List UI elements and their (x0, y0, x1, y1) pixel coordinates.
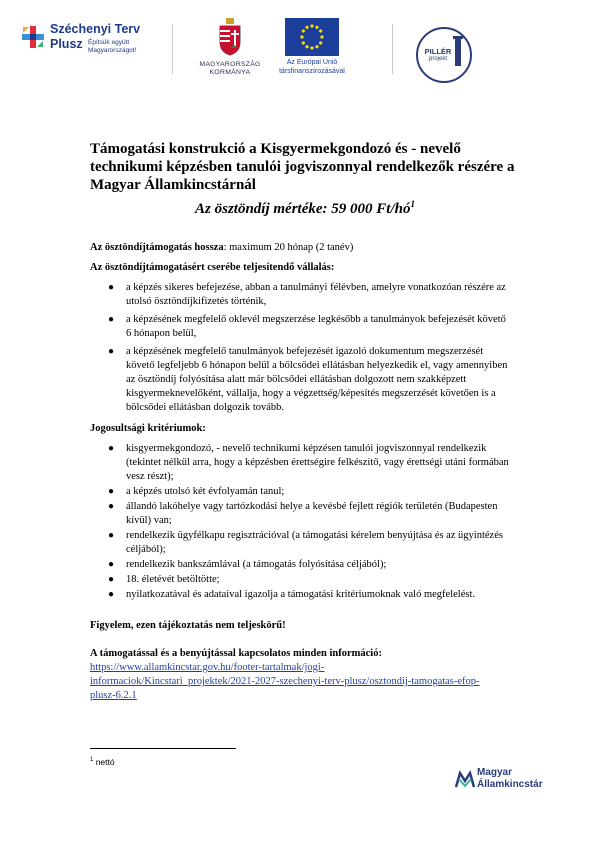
info-link-line1[interactable]: https://www.allamkincstar.gov.hu/footer-tartalmak/jogi- (90, 662, 325, 673)
obligations-list (90, 281, 510, 418)
footnote-ref: 1 (410, 199, 415, 209)
scholarship-amount-text: Az ösztöndíj mértéke: 59 000 Ft/hó (195, 201, 411, 217)
scholarship-amount (90, 199, 520, 218)
list-item: ● rendelkezik bankszámlával (a támogatás folyósítása céljából); (108, 559, 387, 570)
warning-text: Figyelem, ezen tájékoztatás nem teljeskörű! (90, 620, 286, 631)
list-item: ● a képzésének megfelelő oklevél megszerzése legkésőbb a tanulmányok befejezését követő 6 hónapon belül, (108, 314, 506, 339)
header-divider-2 (392, 24, 393, 74)
criteria-list (90, 442, 510, 603)
list-item: ● a képzés utolsó két évfolyamán tanul; (108, 486, 285, 497)
footnote-text: nettó (93, 757, 115, 767)
duration-value: : maximum 20 hónap (2 tanév) (223, 242, 354, 253)
allamkincstar-name: Magyar Államkincstár (477, 767, 543, 790)
list-item: ● rendelkezik ügyfélkapu regisztrációval (a támogatási kérelem benyújtása és az ügyintézés céljából); (108, 530, 503, 555)
list-item: ● állandó lakóhelye vagy tartózkodási helye a kevésbé fejlett régiók területén (Budapesten kívül) van; (108, 501, 498, 526)
eu-flag-icon (285, 18, 339, 56)
info-link-line3[interactable]: plusz-6.2.1 (90, 690, 137, 701)
eu-line2: társfinanszírozásával (279, 67, 345, 75)
list-item: ● kisgyermekgondozó, - nevelő technikumi képzésen tanulói jogviszonnyal rendelkezik (tekintet nélkül arra, hogy a képzésben érettségire felkészítő, vagy érettségi utáni formában vesz részt); (108, 443, 509, 482)
magyarorszag-kormanya-logo (190, 18, 270, 80)
duration-line (90, 241, 530, 255)
szechenyi-plusz: Plusz (50, 37, 83, 51)
duration-label: Az ösztöndíjtámogatás hossza (90, 242, 224, 253)
list-item: ● a képzés sikeres befejezése, abban a tanulmányi félévben, amelyre vonatkozóan részére az utolsó ösztöndíjkifizetés történik, (108, 282, 506, 307)
footnote-divider (90, 748, 236, 749)
szechenyi-terv-logo (20, 22, 155, 74)
footnote-number: 1 (90, 757, 94, 764)
piller-line1: PILLÉR (424, 47, 452, 56)
kormany-line1: MAGYARORSZÁG (199, 61, 261, 68)
allamkincstar-mark-icon (455, 769, 475, 789)
list-item: ● 18. életévét betöltötte; (108, 574, 220, 585)
eu-cofinanced-logo (272, 18, 352, 80)
page-title: Támogatási konstrukció a Kisgyermekgondozó és - nevelő technikumi képzésben tanulói jogviszonnyal rendelkezők részére a Magyar Államkincstárnál (90, 141, 515, 193)
footnote (90, 757, 115, 767)
info-heading: A támogatással és a benyújtással kapcsolatos minden információ: (90, 648, 382, 659)
header-divider (172, 24, 173, 74)
szechenyi-cross-icon (20, 24, 46, 50)
eu-line1: Az Európai Unió (286, 59, 338, 66)
kormany-line2: KORMÁNYA (209, 69, 251, 76)
piller-projekt-logo (415, 26, 473, 84)
piller-line2: projekt (428, 56, 447, 62)
coat-of-arms-icon (217, 18, 243, 56)
list-item: ● nyilatkozatával és adataival igazolja a támogatási kritériumoknak való megfelelést. (108, 589, 475, 600)
obligations-heading: Az ösztöndíjtámogatásért cserébe teljesítendő vállalás: (90, 262, 335, 273)
szechenyi-title: Széchenyi Terv (50, 22, 141, 36)
info-link-line2[interactable]: informaciok/Kincstari_projektek/2021-2027-szechenyi-terv-plusz/osztondij-tamogatas-efop- (90, 676, 480, 687)
list-item: ● a képzésének megfelelő tanulmányok befejezését igazoló dokumentum megszerzését követő legfeljebb 6 hónapon belül a bölcsődei ellátásban helyezkedik el, vagy amennyiben az ösztöndíj folyósítása alatt már bölcsődei ellátásban dolgozott nem szakképzett kisgyermeknevelőként, vállalja, hogy a végzettség/képesítés megszerzését követően is a bölcsődei ellátásban dolgozik tovább. (108, 346, 508, 413)
criteria-heading: Jogosultsági kritériumok: (90, 423, 206, 434)
info-link[interactable] (90, 661, 530, 703)
szechenyi-tagline: Építsük együtt Magyarországot! (88, 39, 137, 54)
magyar-allamkincstar-logo (455, 767, 550, 797)
